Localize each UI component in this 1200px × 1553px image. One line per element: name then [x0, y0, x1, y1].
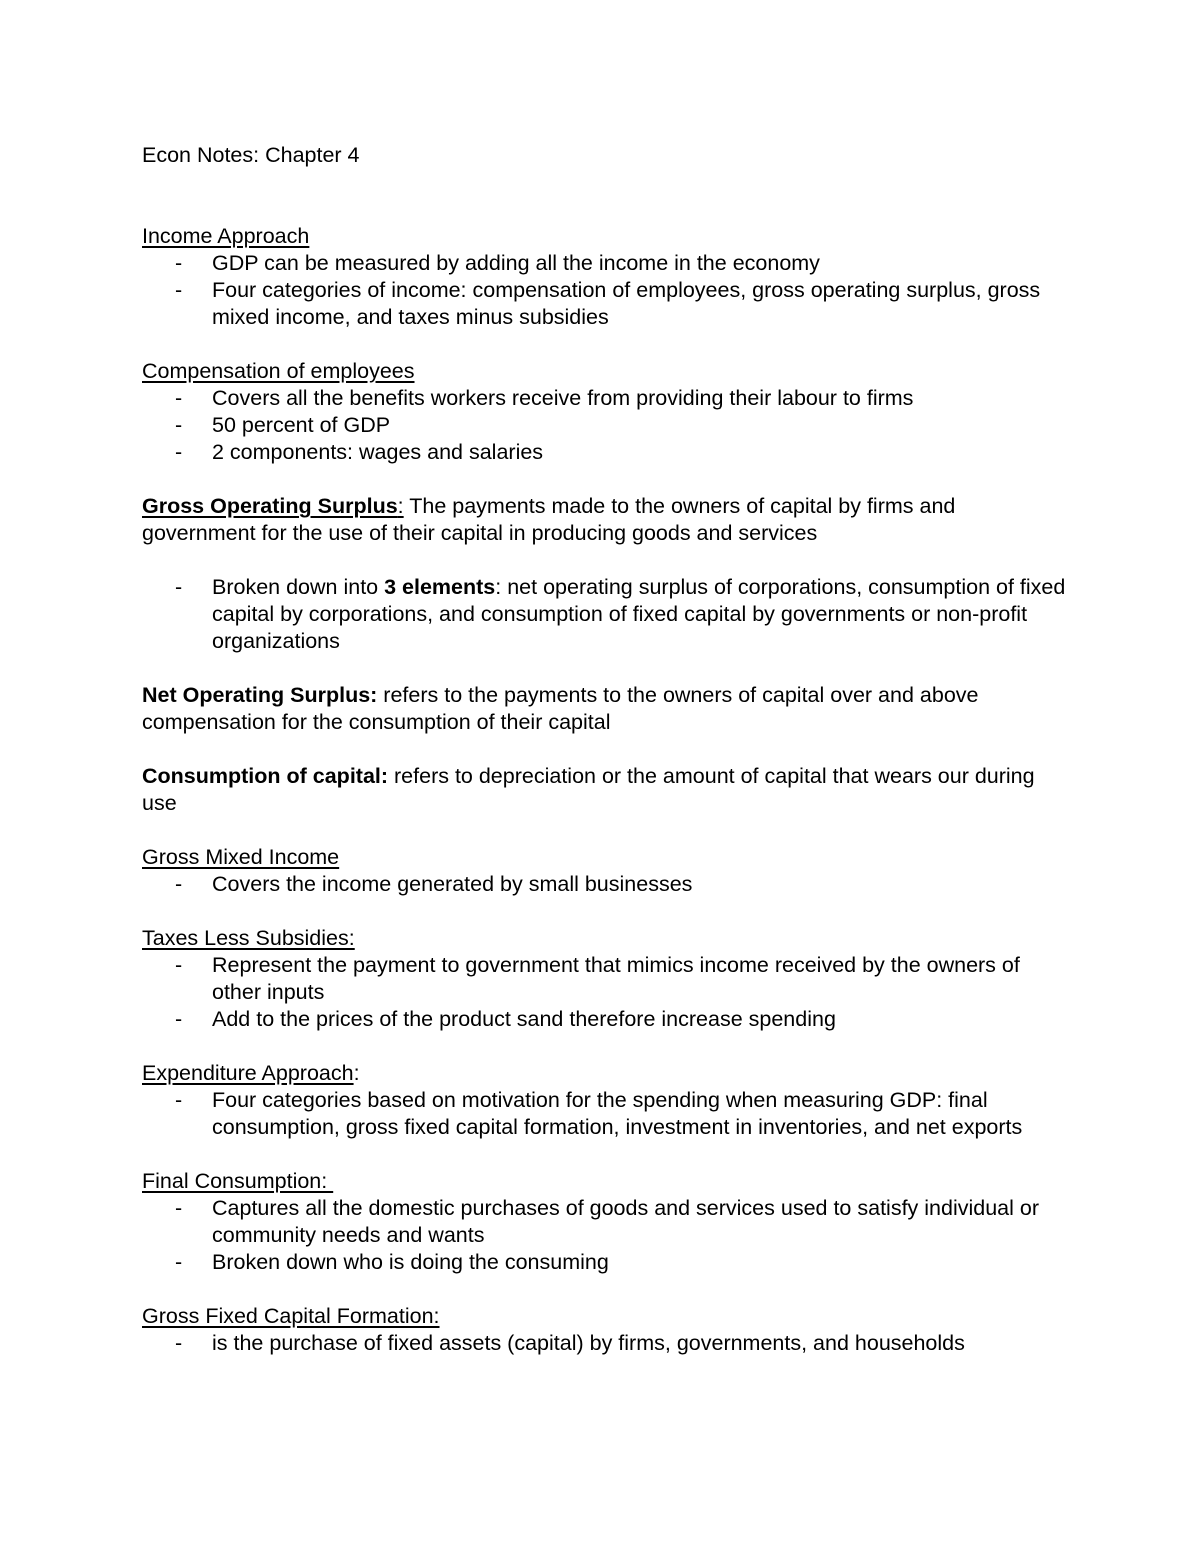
- list-item-text: Add to the prices of the product sand therefore increase spending: [212, 1007, 836, 1031]
- list-item: [142, 1087, 1072, 1141]
- list-item: [142, 871, 1072, 898]
- dash-marker: -: [175, 953, 183, 977]
- section-final-consumption: [142, 1168, 1072, 1276]
- dash-marker: -: [175, 1250, 183, 1274]
- dash-marker: -: [175, 386, 183, 410]
- bullet-list: [142, 952, 1072, 1033]
- list-item-text: GDP can be measured by adding all the income in the economy: [212, 251, 820, 275]
- list-item: [142, 1006, 1072, 1033]
- list-item-text-post: : net operating surplus of corporations, consumption of fixed capital by corporations, and consumption of fixed capital by governments or non-profit organizations: [212, 575, 1066, 653]
- definition-text: refers to depreciation or the amount of capital that wears our during use: [142, 764, 1035, 815]
- dash-marker: -: [175, 1088, 183, 1112]
- list-item-text: Captures all the domestic purchases of goods and services used to satisfy individual or community needs and wants: [212, 1196, 1039, 1247]
- dash-marker: -: [175, 251, 183, 275]
- bullet-list: [142, 871, 1072, 898]
- section-gross-fixed-capital-formation: [142, 1303, 1072, 1357]
- list-item: [142, 952, 1072, 1006]
- definition-term: Net Operating Surplus:: [142, 683, 378, 707]
- list-item-text: Represent the payment to government that mimics income received by the owners of other inputs: [212, 953, 1020, 1004]
- list-item-text: Covers all the benefits workers receive from providing their labour to firms: [212, 386, 914, 410]
- list-item-text: Four categories based on motivation for the spending when measuring GDP: final consumption, gross fixed capital formation, investment in inventories, and net exports: [212, 1088, 1023, 1139]
- section-gross-operating-surplus: [142, 493, 1072, 547]
- section-heading: Gross Mixed Income: [142, 845, 340, 869]
- dash-marker: -: [175, 413, 183, 437]
- definition-paragraph: [142, 763, 1072, 817]
- list-item-text: is the purchase of fixed assets (capital) by firms, governments, and households: [212, 1331, 965, 1355]
- list-item-text: Broken down who is doing the consuming: [212, 1250, 609, 1274]
- bullet-list: [142, 250, 1072, 331]
- dash-marker: -: [175, 1007, 183, 1031]
- section-gross-mixed-income: [142, 844, 1072, 898]
- bullet-list: [142, 1330, 1072, 1357]
- section-heading: Compensation of employees: [142, 359, 415, 383]
- bullet-list: [142, 385, 1072, 466]
- definition-paragraph: [142, 493, 1072, 547]
- definition-term: Consumption of capital:: [142, 764, 389, 788]
- section-consumption-of-capital: [142, 763, 1072, 817]
- list-item: [142, 250, 1072, 277]
- section-expenditure-approach: [142, 1060, 1072, 1141]
- list-item-text: Covers the income generated by small businesses: [212, 872, 693, 896]
- section-heading-line: [142, 1060, 1072, 1087]
- section-compensation: [142, 358, 1072, 466]
- dash-marker: -: [175, 575, 183, 599]
- definition-colon: :: [397, 494, 404, 518]
- list-item-bold: 3 elements: [384, 575, 496, 599]
- list-item-text: 50 percent of GDP: [212, 413, 391, 437]
- definition-paragraph: [142, 682, 1072, 736]
- list-item: [142, 412, 1072, 439]
- list-item: [142, 1249, 1072, 1276]
- definition-term: Gross Operating Surplus: [142, 494, 398, 518]
- list-item: [142, 439, 1072, 466]
- section-gos-elements: [142, 574, 1072, 655]
- section-heading: Final Consumption:: [142, 1169, 334, 1193]
- dash-marker: -: [175, 278, 183, 302]
- section-taxes-less-subsidies: [142, 925, 1072, 1033]
- bullet-list: [142, 1195, 1072, 1276]
- definition-text: refers to the payments to the owners of capital over and above compensation for the consumption of their capital: [142, 683, 979, 734]
- dash-marker: -: [175, 872, 183, 896]
- list-item-text: 2 components: wages and salaries: [212, 440, 544, 464]
- dash-marker: -: [175, 440, 183, 464]
- bullet-list: [142, 574, 1072, 655]
- section-heading: Taxes Less Subsidies:: [142, 926, 355, 950]
- list-item: [142, 1195, 1072, 1249]
- dash-marker: -: [175, 1331, 183, 1355]
- list-item: [142, 277, 1072, 331]
- bullet-list: [142, 1087, 1072, 1141]
- section-heading: Income Approach: [142, 224, 310, 248]
- list-item-text-pre: Broken down into: [212, 575, 385, 599]
- section-heading: Gross Fixed Capital Formation:: [142, 1304, 440, 1328]
- list-item-text: Four categories of income: compensation of employees, gross operating surplus, gross mixed income, and taxes minus subsidies: [212, 278, 1041, 329]
- definition-text: The payments made to the owners of capital by firms and government for the use of their capital in producing goods and services: [142, 494, 956, 545]
- list-item: [142, 1330, 1072, 1357]
- dash-marker: -: [175, 1196, 183, 1220]
- list-item: [142, 574, 1072, 655]
- document-title: Econ Notes: Chapter 4: [142, 143, 360, 167]
- section-heading: Expenditure Approach: [142, 1061, 354, 1085]
- section-net-operating-surplus: [142, 682, 1072, 736]
- list-item: [142, 385, 1072, 412]
- section-income-approach: [142, 223, 1072, 331]
- document-page: [142, 142, 1072, 1384]
- section-heading-suffix: :: [353, 1061, 360, 1085]
